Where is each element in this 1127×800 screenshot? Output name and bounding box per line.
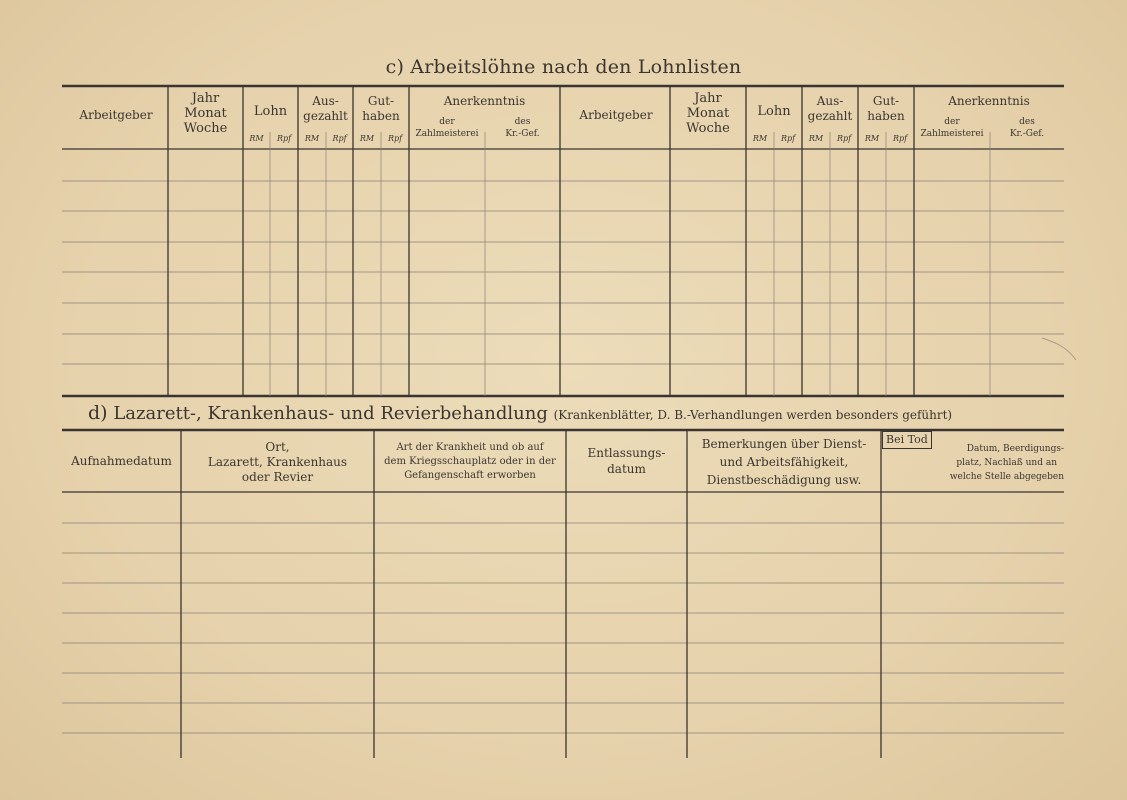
header-krankheit-2: dem Kriegsschauplatz oder in der [384,456,556,467]
paper-mark [1040,330,1080,370]
header-krankheit-3: Gefangenschaft erworben [404,470,536,481]
header-lohn: Lohn [253,104,288,119]
header-beitod: Bei Tod [882,431,932,449]
header-aufnahmedatum: Aufnahmedatum [71,454,172,468]
header-krgef: Kr.-Gef. [505,129,540,139]
header-aus: Aus- [312,94,339,108]
unit-rpf: Rpf [332,134,347,143]
section-d-heading: Lazarett-, Krankenhaus- und Revierbehandlung [113,403,548,424]
header-monat: Monat [184,106,227,121]
header-jahr: Jahr [191,91,220,106]
section-d-title [88,402,952,424]
section-c-title: c) Arbeitslöhne nach den Lohnlisten [385,56,742,78]
unit-rm: RM [864,134,880,143]
unit-rm: RM [752,134,768,143]
unit-rm: RM [808,134,824,143]
header-des: des [514,117,531,127]
header-haben: haben [362,109,400,123]
unit-rm: RM [359,134,375,143]
header-datum-2: platz, Nachlaß und an [956,458,1057,468]
header-bemerkungen-2: und Arbeitsfähigkeit, [719,455,849,469]
header-arbeitgeber: Arbeitgeber [79,108,153,122]
header-entlassung-1: Entlassungs- [587,446,666,460]
header-gezahlt: gezahlt [303,109,348,123]
unit-rpf: Rpf [780,134,796,143]
header-monat: Monat [686,106,730,121]
header-des: des [1019,117,1035,127]
section-d-note: (Krankenblätter, D. B.-Verhandlungen werden besonders geführt) [553,408,953,422]
section-d-letter: d) [88,402,108,424]
header-aus: Aus- [816,94,844,108]
header-bemerkungen-3: Dienstbeschädigung usw. [706,473,862,487]
header-arbeitgeber: Arbeitgeber [579,108,653,122]
header-lohn: Lohn [757,104,791,119]
header-anerkenntnis: Anerkenntnis [948,94,1030,108]
unit-rm: RM [304,134,320,143]
header-der: der [944,117,960,127]
header-woche: Woche [183,121,228,136]
header-krankheit-1: Art der Krankheit und ob auf [396,442,544,453]
header-ort-3: oder Revier [241,470,314,484]
unit-rpf: Rpf [836,134,852,143]
header-gut: Gut- [367,94,395,108]
unit-rm: RM [249,134,264,143]
header-der: der [439,117,455,127]
header-zahlmeisterei: Zahlmeisterei [920,129,984,139]
header-ort-2: Lazarett, Krankenhaus [207,455,348,469]
header-ort-1: Ort, [265,440,290,454]
header-jahr: Jahr [694,91,722,106]
header-bemerkungen-1: Bemerkungen über Dienst- [701,437,867,451]
header-haben: haben [867,109,905,123]
unit-rpf: Rpf [387,134,403,143]
header-gezahlt: gezahlt [807,109,853,123]
unit-rpf: Rpf [276,134,292,143]
header-woche: Woche [686,121,730,136]
unit-rpf: Rpf [892,134,908,143]
header-entlassung-2: datum [607,462,646,476]
header-gut: Gut- [872,94,900,108]
header-datum-1: Datum, Beerdigungs- [966,444,1064,454]
header-zahlmeisterei: Zahlmeisterei [415,129,479,139]
header-datum-3: welche Stelle abgegeben [949,472,1064,482]
header-anerkenntnis: Anerkenntnis [443,94,526,108]
header-krgef: Kr.-Gef. [1009,129,1045,139]
